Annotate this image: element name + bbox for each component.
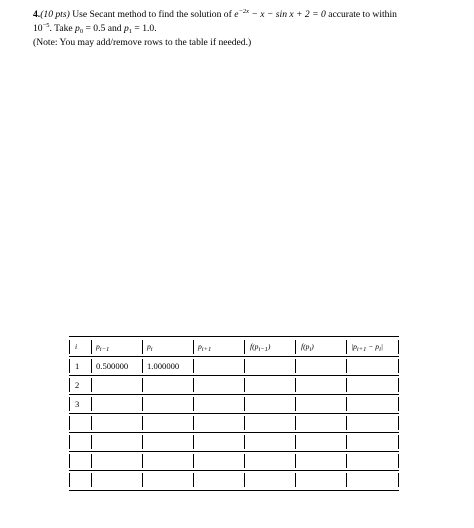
column-divider bbox=[244, 473, 245, 487]
column-divider bbox=[142, 454, 143, 468]
column-divider bbox=[142, 340, 143, 354]
column-divider bbox=[244, 397, 245, 411]
cell-i: 1 bbox=[75, 361, 80, 371]
column-divider bbox=[193, 473, 194, 487]
column-divider bbox=[398, 340, 399, 354]
column-divider bbox=[69, 397, 70, 411]
column-divider bbox=[193, 397, 194, 411]
header-i: i bbox=[75, 342, 78, 351]
problem-line1-tail: accurate to within bbox=[328, 9, 397, 20]
cell-p-prev: 0.500000 bbox=[96, 361, 129, 371]
column-divider bbox=[193, 378, 194, 392]
column-divider bbox=[398, 454, 399, 468]
column-divider bbox=[398, 378, 399, 392]
column-divider bbox=[193, 435, 194, 449]
column-divider bbox=[295, 435, 296, 449]
problem-instruction: Use Secant method to find the solution of bbox=[72, 9, 232, 20]
column-divider bbox=[295, 378, 296, 392]
table-row bbox=[69, 395, 399, 414]
column-divider bbox=[244, 359, 245, 373]
cell-i: 3 bbox=[75, 399, 80, 409]
table-row bbox=[69, 376, 399, 395]
cell-i: 2 bbox=[75, 380, 80, 390]
column-divider bbox=[346, 378, 347, 392]
take-text: . Take bbox=[49, 23, 76, 34]
column-divider bbox=[398, 435, 399, 449]
problem-statement bbox=[33, 8, 453, 50]
column-divider bbox=[295, 454, 296, 468]
column-divider bbox=[346, 473, 347, 487]
table-header-row bbox=[69, 338, 399, 357]
p0-value: = 0.5 and bbox=[83, 23, 124, 34]
column-divider bbox=[398, 359, 399, 373]
problem-points: (10 pts) bbox=[40, 9, 70, 20]
column-divider bbox=[346, 340, 347, 354]
p1-value: = 1.0. bbox=[132, 23, 157, 34]
equation-rest: − x − sin x + 2 = 0 bbox=[249, 9, 326, 20]
header-f-cur: $f(p_i)$ bbox=[301, 342, 314, 353]
column-divider bbox=[142, 473, 143, 487]
column-divider bbox=[91, 340, 92, 354]
table-bottom-rule bbox=[69, 490, 399, 491]
column-divider bbox=[346, 454, 347, 468]
column-divider bbox=[142, 378, 143, 392]
column-divider bbox=[398, 473, 399, 487]
table-row bbox=[69, 471, 399, 489]
equation-exponent: −2x bbox=[238, 8, 249, 15]
column-divider bbox=[244, 454, 245, 468]
column-divider bbox=[69, 473, 70, 487]
table-body bbox=[69, 357, 399, 489]
table-top-rule bbox=[69, 336, 399, 337]
column-divider bbox=[193, 454, 194, 468]
column-divider bbox=[69, 454, 70, 468]
header-p-next: $p_{i+1}$ bbox=[198, 342, 212, 353]
column-divider bbox=[193, 416, 194, 430]
column-divider bbox=[244, 435, 245, 449]
column-divider bbox=[69, 435, 70, 449]
column-divider bbox=[69, 340, 70, 354]
p1-sub: 1 bbox=[128, 28, 132, 35]
column-divider bbox=[91, 416, 92, 430]
column-divider bbox=[244, 378, 245, 392]
column-divider bbox=[346, 397, 347, 411]
column-divider bbox=[346, 359, 347, 373]
column-divider bbox=[193, 359, 194, 373]
table-row bbox=[69, 433, 399, 452]
table-row bbox=[69, 414, 399, 433]
column-divider bbox=[69, 416, 70, 430]
header-diff: $|p_{i+1} - p_i|$ bbox=[351, 342, 383, 353]
column-divider bbox=[91, 359, 92, 373]
header-p-prev: $p_{i-1}$ bbox=[96, 342, 110, 353]
column-divider bbox=[346, 416, 347, 430]
column-divider bbox=[244, 340, 245, 354]
column-divider bbox=[91, 397, 92, 411]
column-divider bbox=[69, 378, 70, 392]
tolerance-exponent: −5 bbox=[42, 22, 50, 29]
column-divider bbox=[142, 416, 143, 430]
column-divider bbox=[91, 454, 92, 468]
column-divider bbox=[295, 473, 296, 487]
column-divider bbox=[346, 435, 347, 449]
p0-label: p bbox=[75, 23, 80, 34]
column-divider bbox=[142, 397, 143, 411]
column-divider bbox=[91, 378, 92, 392]
problem-note: (Note: You may add/remove rows to the table if needed.) bbox=[33, 37, 252, 48]
column-divider bbox=[193, 340, 194, 354]
table-row bbox=[69, 357, 399, 376]
column-divider bbox=[295, 340, 296, 354]
column-divider bbox=[69, 359, 70, 373]
problem-number: 4. bbox=[33, 9, 41, 20]
column-divider bbox=[91, 473, 92, 487]
column-divider bbox=[398, 416, 399, 430]
p0-sub: 0 bbox=[79, 28, 84, 35]
secant-table bbox=[69, 336, 399, 491]
table-row bbox=[69, 452, 399, 471]
column-divider bbox=[244, 416, 245, 430]
column-divider bbox=[398, 397, 399, 411]
column-divider bbox=[142, 359, 143, 373]
header-p-cur: $p_i$ bbox=[147, 342, 153, 353]
p1-label: p bbox=[123, 23, 129, 34]
column-divider bbox=[142, 435, 143, 449]
problem-line-2 bbox=[33, 22, 453, 36]
column-divider bbox=[295, 397, 296, 411]
cell-p-cur: 1.000000 bbox=[147, 361, 180, 371]
equation-e: e bbox=[234, 9, 239, 20]
problem-line-1 bbox=[33, 8, 453, 22]
column-divider bbox=[91, 435, 92, 449]
column-divider bbox=[295, 359, 296, 373]
column-divider bbox=[295, 416, 296, 430]
header-f-prev: $f(p_{i-1})$ bbox=[250, 342, 271, 353]
tolerance-base: 10 bbox=[33, 23, 43, 34]
